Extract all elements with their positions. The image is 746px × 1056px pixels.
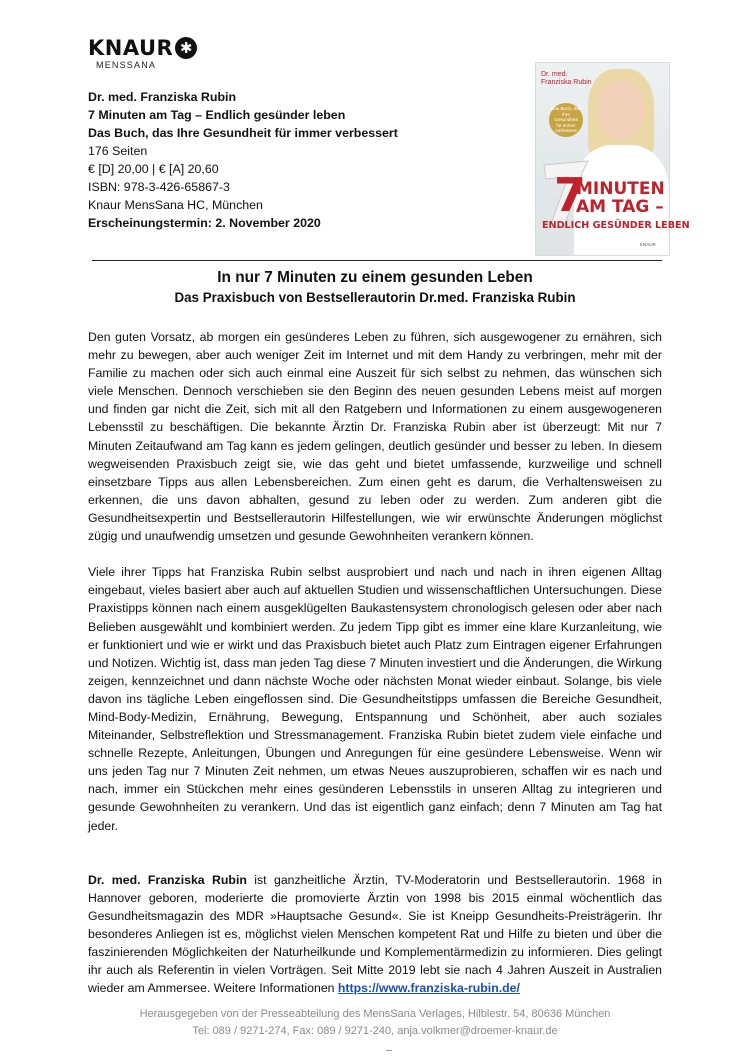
divider [92, 260, 662, 261]
logo-wordmark: KNAUR [88, 36, 174, 60]
knaur-menssana-logo [88, 37, 197, 70]
bio-author-name: Dr. med. Franziska Rubin [88, 872, 247, 887]
footer [88, 1006, 662, 1040]
cover-big-number: 7 [554, 168, 587, 222]
footer-address: Herausgegeben von der Presseabteilung des MensSana Verlages, Hilblestr. 54, 80636 München [139, 1008, 611, 1020]
book-isbn: ISBN: 978-3-426-65867-3 [88, 180, 230, 194]
cover-bubble-badge: Das Buch, das Ihre Gesundheit für immer verbessert [549, 103, 583, 137]
star-icon: ✱ [175, 37, 197, 59]
main-headline: In nur 7 Minuten zu einem gesunden Leben [217, 269, 533, 286]
author-website-link[interactable]: https://www.franziska-rubin.de/ [337, 981, 520, 996]
cover-publisher-mark: KNAUR [640, 242, 656, 247]
headline-block [88, 268, 662, 308]
footer-contact: Tel: 089 / 9271-274, Fax: 089 / 9271-240, anja.volkmer@droemer-knaur.de [192, 1025, 558, 1037]
book-title: 7 Minuten am Tag – Endlich gesünder leben [88, 108, 346, 122]
paragraph-tips: Viele ihrer Tipps hat Franziska Rubin selbst ausprobiert und nach und nach in ihren eigenen Alltag eingebaut, vieles basiert aber auch auf aktuellen Studien und wissenschaftlichen Untersuchungen. Diese Praxistipps können nach einem ausgeklügelten Baukastensystem chronologisch gelesen oder aber nach Belieben ausgewählt und kombiniert werden. Zu jedem Tipp gibt es immer eine klare Kurzanleitung, wie er funktioniert und wie er wirkt und das Praxisbuch bietet auch Platz zum Eintragen eigener Erfahrungen und Notizen. Wichtig ist, dass man jeden Tag diese 7 Minuten investiert und die Änderungen, die Wirkung zeigen, kennzeichnet und dann nächste Woche oder nächsten Monat wieder einbaut. Solange, bis viele davon ins tägliche Leben eingeflossen sind. Die Gesundheitstipps umfassen die Bereiche Gesundheit, Mind-Body-Medizin, Ernährung, Bewegung, Entspannung und Schönheit, aber auch soziales Miteinander, Selbstreflektion und Stressmanagement. Franziska Rubin bietet zudem viele einfache und schnelle Rezepte, Anleitungen, Übungen und Anregungen für eine gesündere Lebensweise. Wenn wir uns jeden Tag nur 7 Minuten Zeit nehmen, um etwas Neues auszuprobieren, schaffen wir es nach und nach, immer ein Stückchen mehr eines gesünderen Lebensstils in unseren Alltag zu integrieren und gesunde Gewohnheiten zu verankern. Und das ist eigentlich ganz einfach; denn 7 Minuten am Tag hat jeder. [88, 565, 662, 833]
book-pages: 176 Seiten [88, 144, 148, 158]
book-release-date: Erscheinungstermin: 2. November 2020 [88, 216, 321, 230]
cover-portrait-face [598, 81, 644, 139]
paragraph-author-bio [88, 871, 662, 998]
book-author: Dr. med. Franziska Rubin [88, 90, 237, 104]
book-publisher: Knaur MensSana HC, München [88, 198, 263, 212]
logo-imprint: MENSSANA [96, 60, 157, 70]
bio-text: ist ganzheitliche Ärztin, TV-Moderatorin und Bestsellerautorin. 1968 in Hannover geboren, moderierte die promovierte Ärztin von 1998 bis 2015 einmal wöchentlich das Gesundheitsmagazin des MDR »Hauptsache Gesund«. Sie ist Kneipp Gesundheits-Preisträgerin. Ihr besonderes Anliegen ist es, möglichst vielen Menschen kompetent Rat und Hilfe zu bieten und über die faszinierenden Möglichkeiten der Naturheilkunde und Komplementärmedizin zu informieren. Dies gelingt ihr auch als Referentin in vielen Vorträgen. Seit Mitte 2019 lebt sie nach 4 Jahren Auszeit in Australien wieder am Ammersee. Weitere Informationen [88, 872, 662, 996]
book-info [88, 88, 498, 232]
book-subtitle: Das Buch, das Ihre Gesundheit für immer verbessert [88, 126, 398, 140]
cover-author-line1: Dr. med. [541, 71, 568, 78]
cover-title-line3: ENDLICH GESÜNDER LEBEN [542, 220, 690, 231]
body-text [88, 328, 662, 997]
book-price: € [D] 20,00 | € [A] 20,60 [88, 162, 219, 176]
book-cover-image [536, 63, 690, 255]
paragraph-intro: Den guten Vorsatz, ab morgen ein gesünderes Leben zu führen, sich ausgewogener zu ernähren, sich mehr zu bewegen, aber auch weniger Zeit im Internet und mit dem Handy zu verbringen, mehr mit der Familie zu machen oder sich auch einmal eine Auszeit für sich selbst zu nehmen, das wünschen sich viele Menschen. Dennoch verschieben sie den Beginn des neuen gesunden Lebens meist auf morgen und finden gar nicht die Zeit, sich mit all den Ratgebern und Informationen zu einem ausgewogeneren Lebensstil zu beschäftigen. Die bekannte Ärztin Dr. Franziska Rubin aber ist überzeugt: Mit nur 7 Minuten Zeitaufwand am Tag kann es jedem gelingen, deutlich gesünder und besser zu leben. In diesem wegweisenden Praxisbuch zeigt sie, wie das geht und bietet umfassende, kurzweilige und schnell einsetzbare Tipps aus allen Lebensbereichen. Zum einen geht es darum, die Verhaltensweisen zu erkennen, die uns davon abhalten, gesund zu leben oder zu werden. Zum anderen gibt die Gesundheitsexpertin und Bestsellerautorin Hilfestellungen, wie wir erwünschte Änderungen möglichst zügig und unaufwendig umsetzen und gesunde Gewohnheiten verankern können. [88, 330, 662, 544]
cover-author-line2: Franziska Rubin [541, 79, 592, 86]
sub-headline: Das Praxisbuch von Bestsellerautorin Dr.med. Franziska Rubin [174, 290, 576, 305]
cover-author [541, 71, 592, 87]
cover-title-line2: AM TAG – [576, 197, 664, 217]
cover-title-line1: MINUTEN [576, 179, 665, 199]
page-marker [386, 1050, 392, 1051]
